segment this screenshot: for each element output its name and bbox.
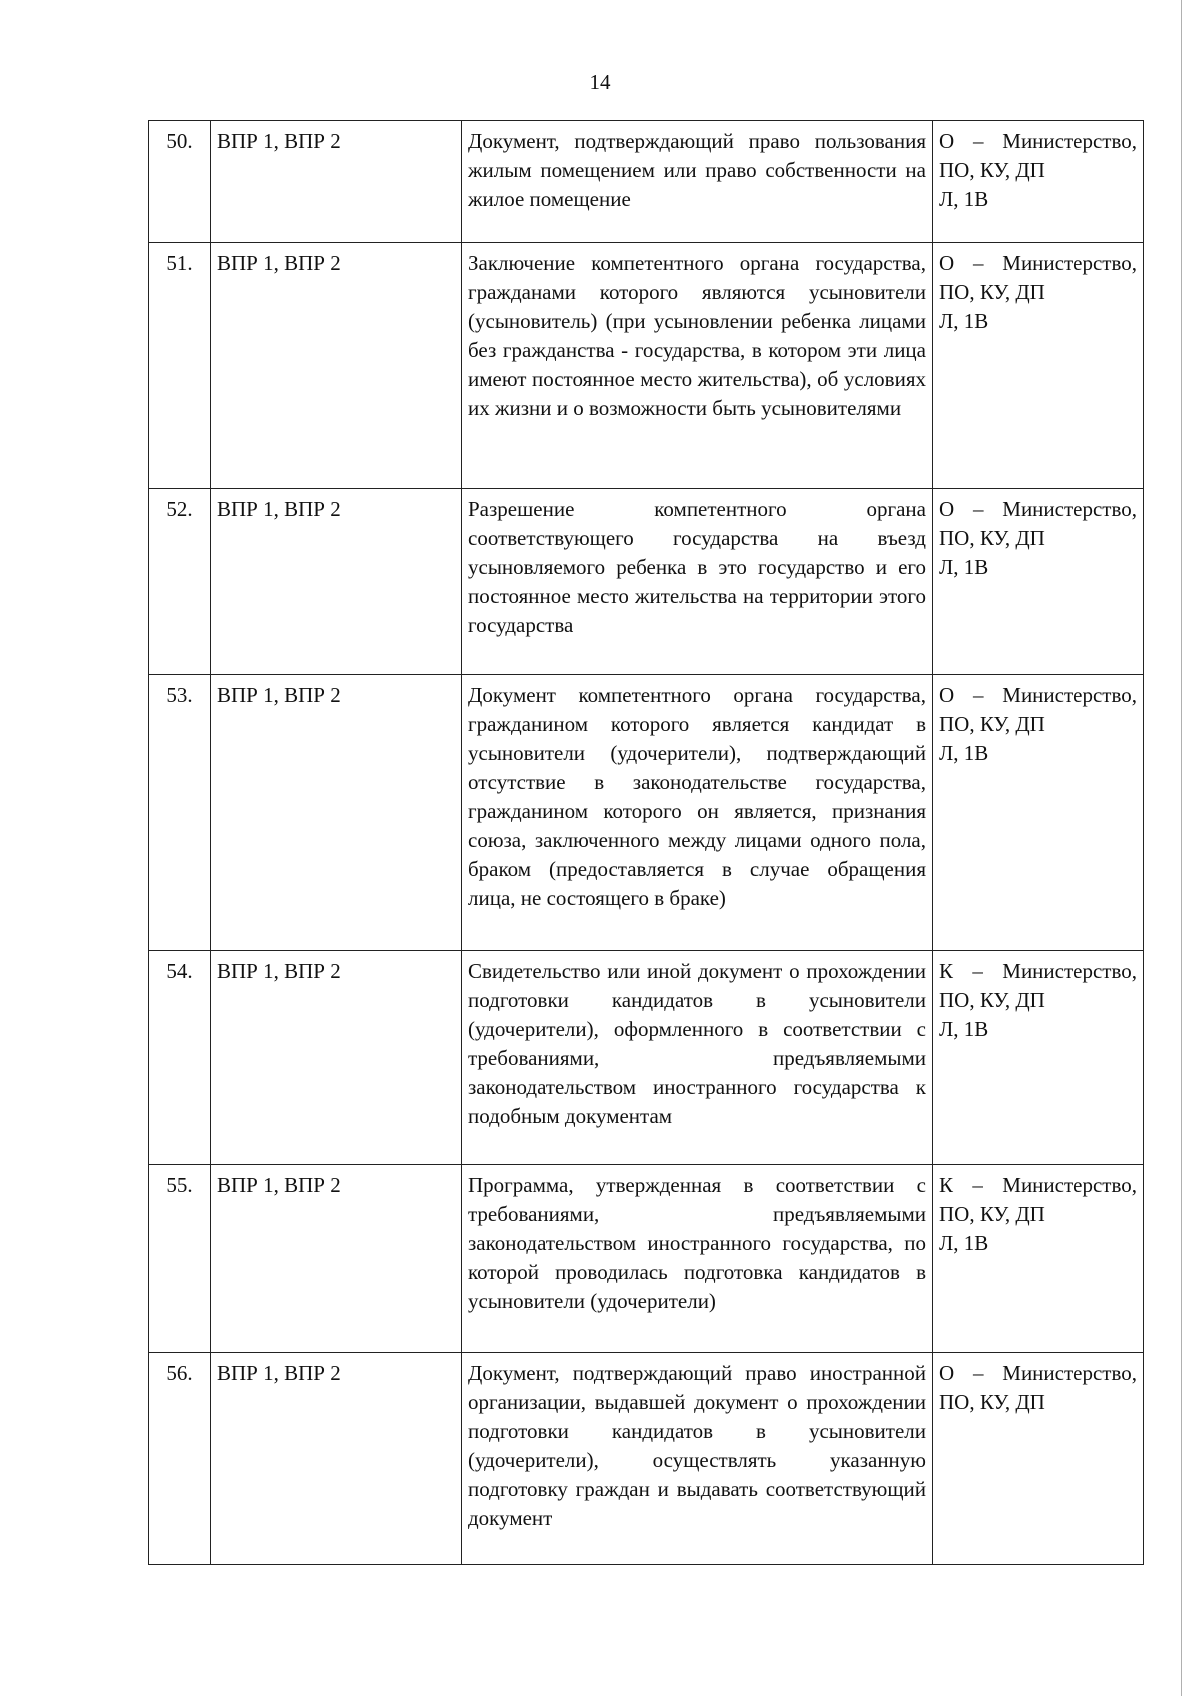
- responsible-line-1: [939, 1171, 1137, 1200]
- row-responsible: [933, 489, 1144, 675]
- row-code: ВПР 1, ВПР 2: [211, 951, 462, 1165]
- row-code: ВПР 1, ВПР 2: [211, 675, 462, 951]
- responsible-line-3: Л, 1В: [939, 741, 989, 765]
- responsible-dash: –: [972, 251, 984, 275]
- responsible-dash: –: [972, 497, 984, 521]
- responsible-line-1: [939, 681, 1137, 710]
- responsible-line-2: ПО, КУ, ДП: [939, 1202, 1045, 1226]
- row-code: ВПР 1, ВПР 2: [211, 1165, 462, 1353]
- row-number: 53.: [149, 675, 211, 951]
- responsible-line-1: [939, 127, 1137, 156]
- row-number: 56.: [149, 1353, 211, 1565]
- description-text: Свидетельство или иной документ о прохождении подготовки кандидатов в усыновители (удочерители), оформленного в соответствии с требованиями, предъявляемыми законодательством иностранного государства к подобным документам: [468, 959, 926, 1128]
- page-number: 14: [589, 70, 611, 94]
- responsible-org: Министерство,: [1002, 1361, 1137, 1385]
- responsible-type: О: [939, 683, 955, 707]
- responsible-line-1: [939, 249, 1137, 278]
- responsible-dash: –: [972, 683, 984, 707]
- responsible-type: К: [939, 959, 954, 983]
- row-number: 51.: [149, 243, 211, 489]
- row-number: 52.: [149, 489, 211, 675]
- row-responsible: [933, 121, 1144, 243]
- table-row: [149, 675, 1144, 951]
- row-description: [462, 489, 933, 675]
- responsible-dash: –: [972, 959, 983, 983]
- responsible-type: К: [939, 1173, 954, 1197]
- table-row: [149, 1165, 1144, 1353]
- row-description: [462, 243, 933, 489]
- row-number: 50.: [149, 121, 211, 243]
- row-description: [462, 1353, 933, 1565]
- responsible-org: Министерство,: [1002, 1173, 1137, 1197]
- description-text: Документ компетентного органа государства, гражданином которого является кандидат в усыновители (удочерители), подтверждающий отсутствие в законодательстве государства, гражданином которого он является, признания союза, заключенного между лицами одного пола, браком (предоставляется в случае обращения лица, не состоящего в браке): [468, 683, 926, 910]
- row-number: 55.: [149, 1165, 211, 1353]
- responsible-line-3: Л, 1В: [939, 309, 989, 333]
- responsible-line-1: [939, 495, 1137, 524]
- row-description: [462, 951, 933, 1165]
- table-row: [149, 121, 1144, 243]
- row-description: [462, 121, 933, 243]
- responsible-type: О: [939, 497, 955, 521]
- responsible-org: Министерство,: [1002, 497, 1137, 521]
- row-description: [462, 675, 933, 951]
- responsible-line-2: ПО, КУ, ДП: [939, 158, 1045, 182]
- responsible-line-2: ПО, КУ, ДП: [939, 988, 1045, 1012]
- row-responsible: [933, 1353, 1144, 1565]
- responsible-line-3: Л, 1В: [939, 1017, 989, 1041]
- page-edge-line: [1181, 0, 1182, 1696]
- responsible-type: О: [939, 129, 955, 153]
- row-responsible: [933, 1165, 1144, 1353]
- responsible-line-2: ПО, КУ, ДП: [939, 1390, 1045, 1414]
- responsible-line-1: [939, 1359, 1137, 1388]
- responsible-dash: –: [972, 1173, 983, 1197]
- description-text: Документ, подтверждающий право пользования жилым помещением или право собственности на жилое помещение: [468, 129, 926, 211]
- row-responsible: [933, 951, 1144, 1165]
- responsible-line-3: Л, 1В: [939, 555, 989, 579]
- row-number: 54.: [149, 951, 211, 1165]
- description-text: Разрешение компетентного органа соответствующего государства на въезд усыновляемого ребенка в это государство и его постоянное место жительства на территории этого государства: [468, 497, 926, 637]
- description-text: Документ, подтверждающий право иностранной организации, выдавшей документ о прохождении подготовки кандидатов в усыновители (удочерители), осуществлять указанную подготовку граждан и выдавать соответствующий документ: [468, 1361, 926, 1530]
- row-code: ВПР 1, ВПР 2: [211, 243, 462, 489]
- responsible-line-3: Л, 1В: [939, 187, 989, 211]
- table-row: [149, 951, 1144, 1165]
- description-text: Заключение компетентного органа государства, гражданами которого являются усыновители (усыновитель) (при усыновлении ребенка лицами без гражданства - государства, в котором эти лица имеют постоянное место жительства), об условиях их жизни и о возможности быть усыновителями: [468, 251, 926, 420]
- responsible-org: Министерство,: [1002, 129, 1137, 153]
- responsible-dash: –: [972, 1361, 984, 1385]
- row-code: ВПР 1, ВПР 2: [211, 489, 462, 675]
- responsible-org: Министерство,: [1002, 959, 1137, 983]
- row-code: ВПР 1, ВПР 2: [211, 1353, 462, 1565]
- responsible-line-2: ПО, КУ, ДП: [939, 526, 1045, 550]
- responsible-dash: –: [972, 129, 984, 153]
- table-row: [149, 243, 1144, 489]
- description-text: Программа, утвержденная в соответствии с требованиями, предъявляемыми законодательством иностранного государства, по которой проводилась подготовка кандидатов в усыновители (удочерители): [468, 1173, 926, 1313]
- responsible-line-2: ПО, КУ, ДП: [939, 280, 1045, 304]
- responsible-line-3: Л, 1В: [939, 1231, 989, 1255]
- row-code: ВПР 1, ВПР 2: [211, 121, 462, 243]
- responsible-type: О: [939, 251, 955, 275]
- responsible-org: Министерство,: [1002, 251, 1137, 275]
- responsible-line-2: ПО, КУ, ДП: [939, 712, 1045, 736]
- responsible-line-1: [939, 957, 1137, 986]
- row-responsible: [933, 243, 1144, 489]
- table-row: [149, 1353, 1144, 1565]
- row-description: [462, 1165, 933, 1353]
- responsible-type: О: [939, 1361, 955, 1385]
- documents-table: [148, 120, 1144, 1565]
- responsible-org: Министерство,: [1002, 683, 1137, 707]
- row-responsible: [933, 675, 1144, 951]
- table-row: [149, 489, 1144, 675]
